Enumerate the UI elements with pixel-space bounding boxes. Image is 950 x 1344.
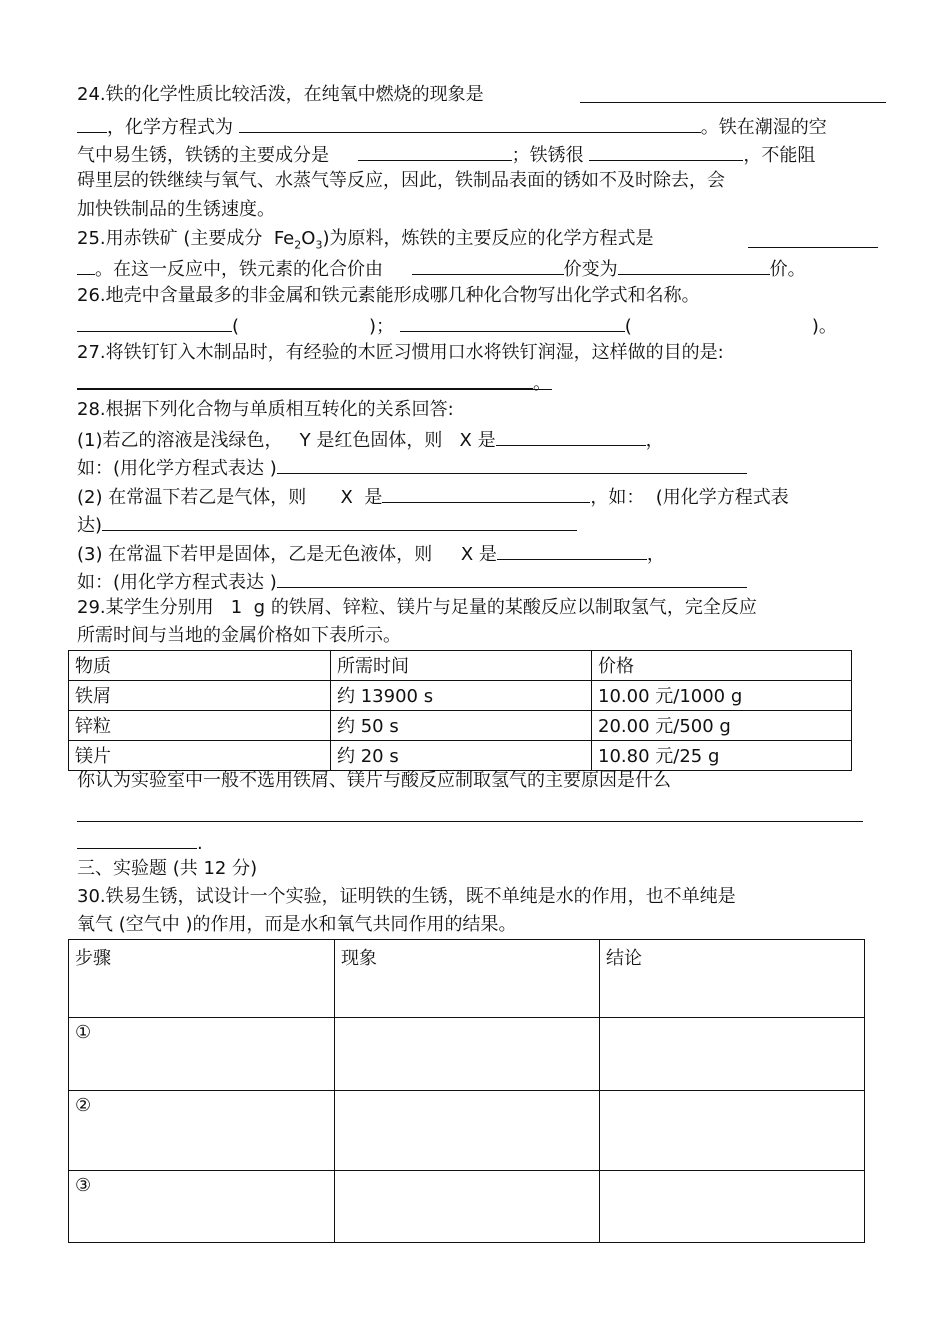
table-row — [69, 1091, 865, 1171]
table-cell: 铁屑 — [69, 681, 331, 711]
q24-text4: 碍里层的铁继续与氧气、水蒸气等反应，因此，铁制品表面的锈如不及时除去，会 — [77, 170, 725, 191]
table-cell: 锌粒 — [69, 711, 331, 741]
table-cell-phenomenon[interactable] — [335, 1091, 600, 1171]
q25-text2a: 。在这一反应中，铁元素的化合价由 — [95, 259, 383, 280]
q26-blank-formula-2[interactable] — [400, 313, 625, 332]
q28-p3-line1 — [77, 541, 665, 566]
q28-p1-line1 — [77, 427, 664, 452]
q27-text1: 27.将铁钉钉入木制品时，有经验的木匠习惯用口水将铁钉润湿，这样做的目的是: — [77, 342, 724, 363]
table-header-cell: 价格 — [592, 651, 852, 681]
table-header-cell: 所需时间 — [331, 651, 592, 681]
q29-text2: 所需时间与当地的金属价格如下表所示。 — [77, 625, 401, 646]
q26-text2c: ( — [624, 316, 632, 337]
q24-text2a: ，化学方程式为 — [107, 117, 233, 138]
table-cell: 10.80 元/25 g — [592, 741, 852, 771]
q24-blank-rust-component[interactable] — [358, 142, 512, 161]
q24-line3 — [77, 142, 815, 167]
table-row — [69, 1171, 865, 1243]
q28-p2-text-a: (2) 在常温下若乙是气体，则 X 是 — [77, 487, 383, 508]
q29-line1 — [77, 597, 757, 619]
q30-table — [68, 939, 865, 1243]
q26-text2d: )。 — [811, 316, 837, 337]
q25-blank-equation-a[interactable] — [748, 247, 878, 248]
q25-blank-valence-from[interactable] — [412, 256, 564, 275]
table-cell-conclusion[interactable] — [600, 1171, 865, 1243]
table-header-row — [69, 940, 865, 1018]
q29-blank-reason-b[interactable] — [77, 830, 197, 849]
q27-underline — [77, 389, 552, 390]
q30-line1 — [77, 886, 736, 908]
q28-p1-line2 — [77, 455, 747, 480]
table-cell-conclusion[interactable] — [600, 1091, 865, 1171]
q28-p2-blank-equation[interactable] — [102, 512, 577, 531]
q28-p1-text-b: ， — [645, 430, 664, 451]
q29-line-end — [77, 830, 203, 855]
q25-text2b: 价变为 — [563, 259, 618, 280]
q28-text1: 28.根据下列化合物与单质相互转化的关系回答: — [77, 399, 454, 420]
q28-p1-blank-equation[interactable] — [277, 455, 747, 474]
q26-blank-formula-1[interactable] — [77, 313, 232, 332]
q29-line-after — [77, 770, 671, 792]
table-row — [69, 681, 852, 711]
q28-p3-text-c: 如：(用化学方程式表达 ) — [77, 572, 277, 593]
q28-p1-text-a: (1)若乙的溶液是浅绿色， Y 是红色固体，则 X 是 — [77, 430, 496, 451]
table-cell-phenomenon[interactable] — [335, 1018, 600, 1091]
q24-text3b: ；铁锈很 — [511, 145, 584, 166]
section-3-text: 三、实验题 (共 12 分) — [77, 858, 258, 879]
q25-text1c: )为原料，炼铁的主要反应的化学方程式是 — [322, 228, 654, 249]
q28-p3-line2 — [77, 569, 747, 594]
q29-text1: 29.某学生分别用 1 g 的铁屑、锌粒、镁片与足量的某酸反应以制取氢气，完全反应 — [77, 597, 757, 618]
q24-line4 — [77, 170, 725, 192]
table-cell: 约 50 s — [331, 711, 592, 741]
q24-blank-equation[interactable] — [239, 114, 701, 133]
table-cell-step[interactable]: ③ — [69, 1171, 335, 1243]
q25-line1 — [77, 228, 653, 257]
q27-line2 — [77, 370, 551, 395]
q24-text3a: 气中易生锈，铁锈的主要成分是 — [77, 145, 329, 166]
q25-sub2: 3 — [315, 238, 323, 252]
table-header-cell: 步骤 — [69, 940, 335, 1018]
q24-line2 — [77, 114, 827, 139]
q24-line5 — [77, 199, 275, 221]
table-cell: 镁片 — [69, 741, 331, 771]
q30-text1: 30.铁易生锈，试设计一个实验，证明铁的生锈，既不单纯是水的作用，也不单纯是 — [77, 886, 736, 907]
q27-blank-purpose[interactable] — [77, 370, 533, 389]
table-cell-step[interactable]: ② — [69, 1091, 335, 1171]
q28-p3-blank-equation[interactable] — [277, 569, 747, 588]
q24-blank-phenomenon-a[interactable] — [580, 102, 886, 103]
q24-line1 — [77, 84, 484, 106]
q29-blank-reason-a[interactable] — [77, 821, 863, 822]
q28-p1-text-c: 如：(用化学方程式表达 ) — [77, 458, 277, 479]
q25-line2 — [77, 256, 806, 281]
table-row — [69, 1018, 865, 1091]
q29-table — [68, 650, 852, 771]
section-3-title — [77, 858, 257, 880]
q29-text-after: 你认为实验室中一般不选用铁屑、镁片与酸反应制取氢气的主要原因是什么 — [77, 770, 671, 791]
table-cell: 约 13900 s — [331, 681, 592, 711]
q25-text1a: 25.用赤铁矿 (主要成分 Fe — [77, 228, 295, 249]
table-header-cell: 物质 — [69, 651, 331, 681]
q28-p2-text-b: ，如： (用化学方程式表 — [590, 487, 789, 508]
q25-blank-valence-to[interactable] — [618, 256, 770, 275]
q24-text2b: 。铁在潮湿的空 — [700, 117, 827, 138]
q27-text2: 。 — [533, 373, 551, 394]
q28-p3-text-a: (3) 在常温下若甲是固体，乙是无色液体，则 X 是 — [77, 544, 497, 565]
q26-line2 — [77, 313, 837, 338]
q24-blank-phenomenon-b[interactable] — [77, 114, 107, 133]
q28-line1 — [77, 399, 454, 421]
table-cell-step[interactable]: ① — [69, 1018, 335, 1091]
q25-blank-equation-b[interactable] — [77, 256, 95, 275]
table-cell: 20.00 元/500 g — [592, 711, 852, 741]
table-header-row — [69, 651, 852, 681]
table-cell-conclusion[interactable] — [600, 1018, 865, 1091]
q30-line2 — [77, 914, 517, 936]
q26-line1 — [77, 285, 700, 307]
q28-p2-line2 — [77, 512, 577, 537]
q28-p2-text-c: 达) — [77, 515, 103, 536]
table-row — [69, 741, 852, 771]
q25-text1b: O — [301, 228, 316, 249]
q28-p3-blank-x[interactable] — [497, 541, 647, 560]
q25-sub1: 2 — [294, 238, 302, 252]
q27-line1 — [77, 342, 724, 364]
q25-text2c: 价。 — [769, 259, 806, 280]
table-row — [69, 711, 852, 741]
q30-text2: 氧气 (空气中 )的作用，而是水和氧气共同作用的结果。 — [77, 914, 517, 935]
q29-line2 — [77, 625, 401, 647]
q29-text-end: . — [197, 833, 203, 854]
q24-blank-rust-property[interactable] — [589, 142, 743, 161]
q24-text1: 24.铁的化学性质比较活泼，在纯氧中燃烧的现象是 — [77, 84, 484, 105]
table-cell-phenomenon[interactable] — [335, 1171, 600, 1243]
q28-p2-blank-x[interactable] — [382, 484, 590, 503]
table-cell: 10.00 元/1000 g — [592, 681, 852, 711]
q28-p3-text-b: ， — [646, 544, 665, 565]
q28-p1-blank-x[interactable] — [496, 427, 646, 446]
table-header-cell: 现象 — [335, 940, 600, 1018]
q26-text2a: ( — [232, 316, 240, 337]
table-cell: 约 20 s — [331, 741, 592, 771]
q26-text2b: )； — [369, 316, 395, 337]
q24-text5: 加快铁制品的生锈速度。 — [77, 199, 275, 220]
q26-text1: 26.地壳中含量最多的非金属和铁元素能形成哪几种化合物写出化学式和名称。 — [77, 285, 700, 306]
table-header-cell: 结论 — [600, 940, 865, 1018]
q28-p2-line1 — [77, 484, 789, 509]
q24-text3c: ，不能阻 — [743, 145, 816, 166]
